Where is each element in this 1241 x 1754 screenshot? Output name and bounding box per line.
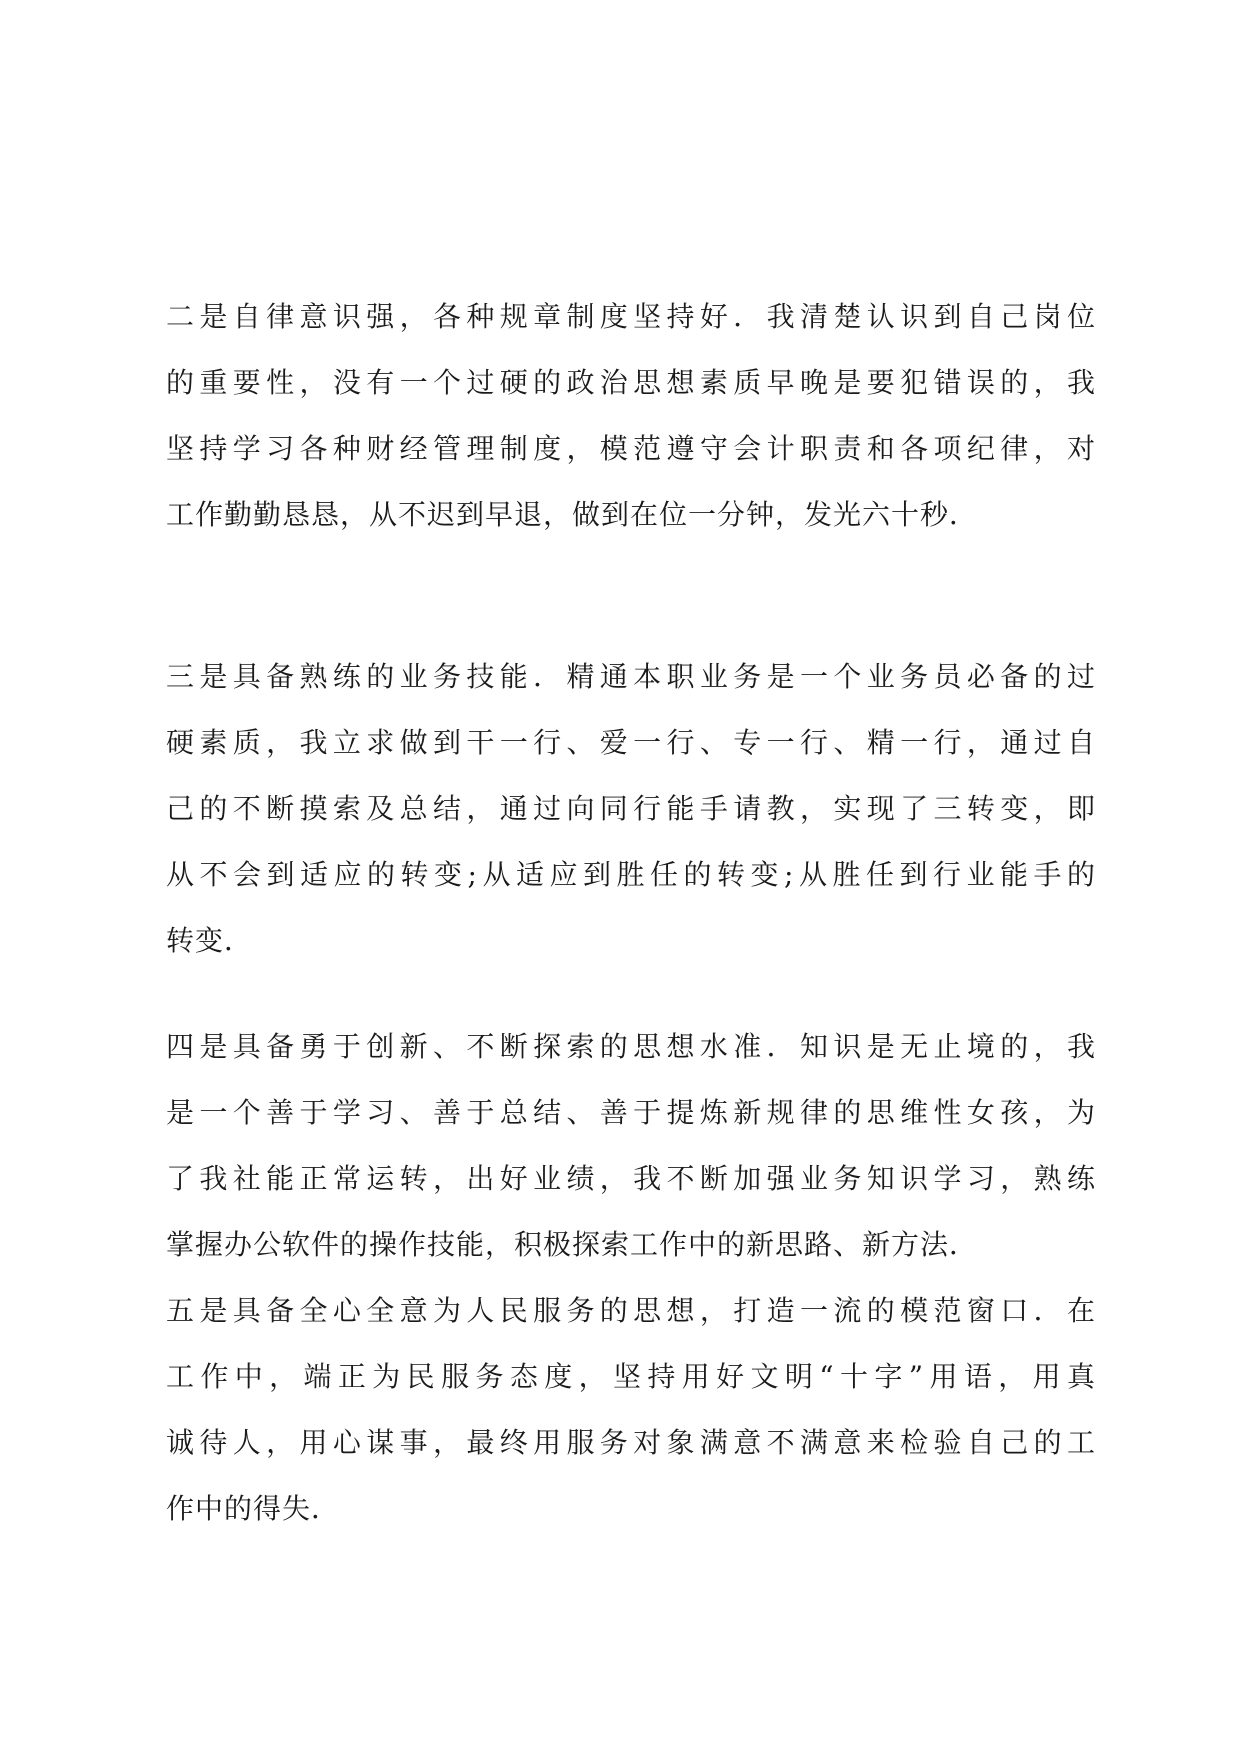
text-line: 的重要性，没有一个过硬的政治思想素质早晚是要犯错误的，我 <box>166 366 1096 399</box>
text-line: 己的不断摸索及总结，通过向同行能手请教，实现了三转变，即 <box>166 792 1096 825</box>
paragraph-self-discipline <box>166 284 1096 548</box>
text-line: 转变． <box>166 924 254 957</box>
paragraph-innovation-and-service <box>166 1014 1096 1542</box>
paragraph-business-skills <box>166 644 1096 974</box>
text-line: 三是具备熟练的业务技能．精通本职业务是一个业务员必备的过 <box>166 660 1096 693</box>
text-line: 五是具备全心全意为人民服务的思想，打造一流的模范窗口．在 <box>166 1294 1096 1327</box>
text-line: 掌握办公软件的操作技能，积极探索工作中的新思路、新方法． <box>166 1228 979 1261</box>
text-line: 二是自律意识强，各种规章制度坚持好．我清楚认识到自己岗位 <box>166 300 1096 333</box>
text-line: 工作中，端正为民服务态度，坚持用好文明“十字”用语，用真 <box>166 1360 1096 1393</box>
text-line: 四是具备勇于创新、不断探索的思想水准．知识是无止境的，我 <box>166 1030 1096 1063</box>
text-line: 硬素质，我立求做到干一行、爱一行、专一行、精一行，通过自 <box>166 726 1096 759</box>
text-line: 从不会到适应的转变;从适应到胜任的转变;从胜任到行业能手的 <box>166 858 1096 891</box>
text-line: 工作勤勤恳恳，从不迟到早退，做到在位一分钟，发光六十秒． <box>166 498 979 531</box>
text-line: 了我社能正常运转，出好业绩，我不断加强业务知识学习，熟练 <box>166 1162 1096 1195</box>
text-line: 是一个善于学习、善于总结、善于提炼新规律的思维性女孩，为 <box>166 1096 1096 1129</box>
text-line: 坚持学习各种财经管理制度，模范遵守会计职责和各项纪律，对 <box>166 432 1096 465</box>
text-line: 作中的得失． <box>166 1492 341 1525</box>
text-line: 诚待人，用心谋事，最终用服务对象满意不满意来检验自己的工 <box>166 1426 1096 1459</box>
